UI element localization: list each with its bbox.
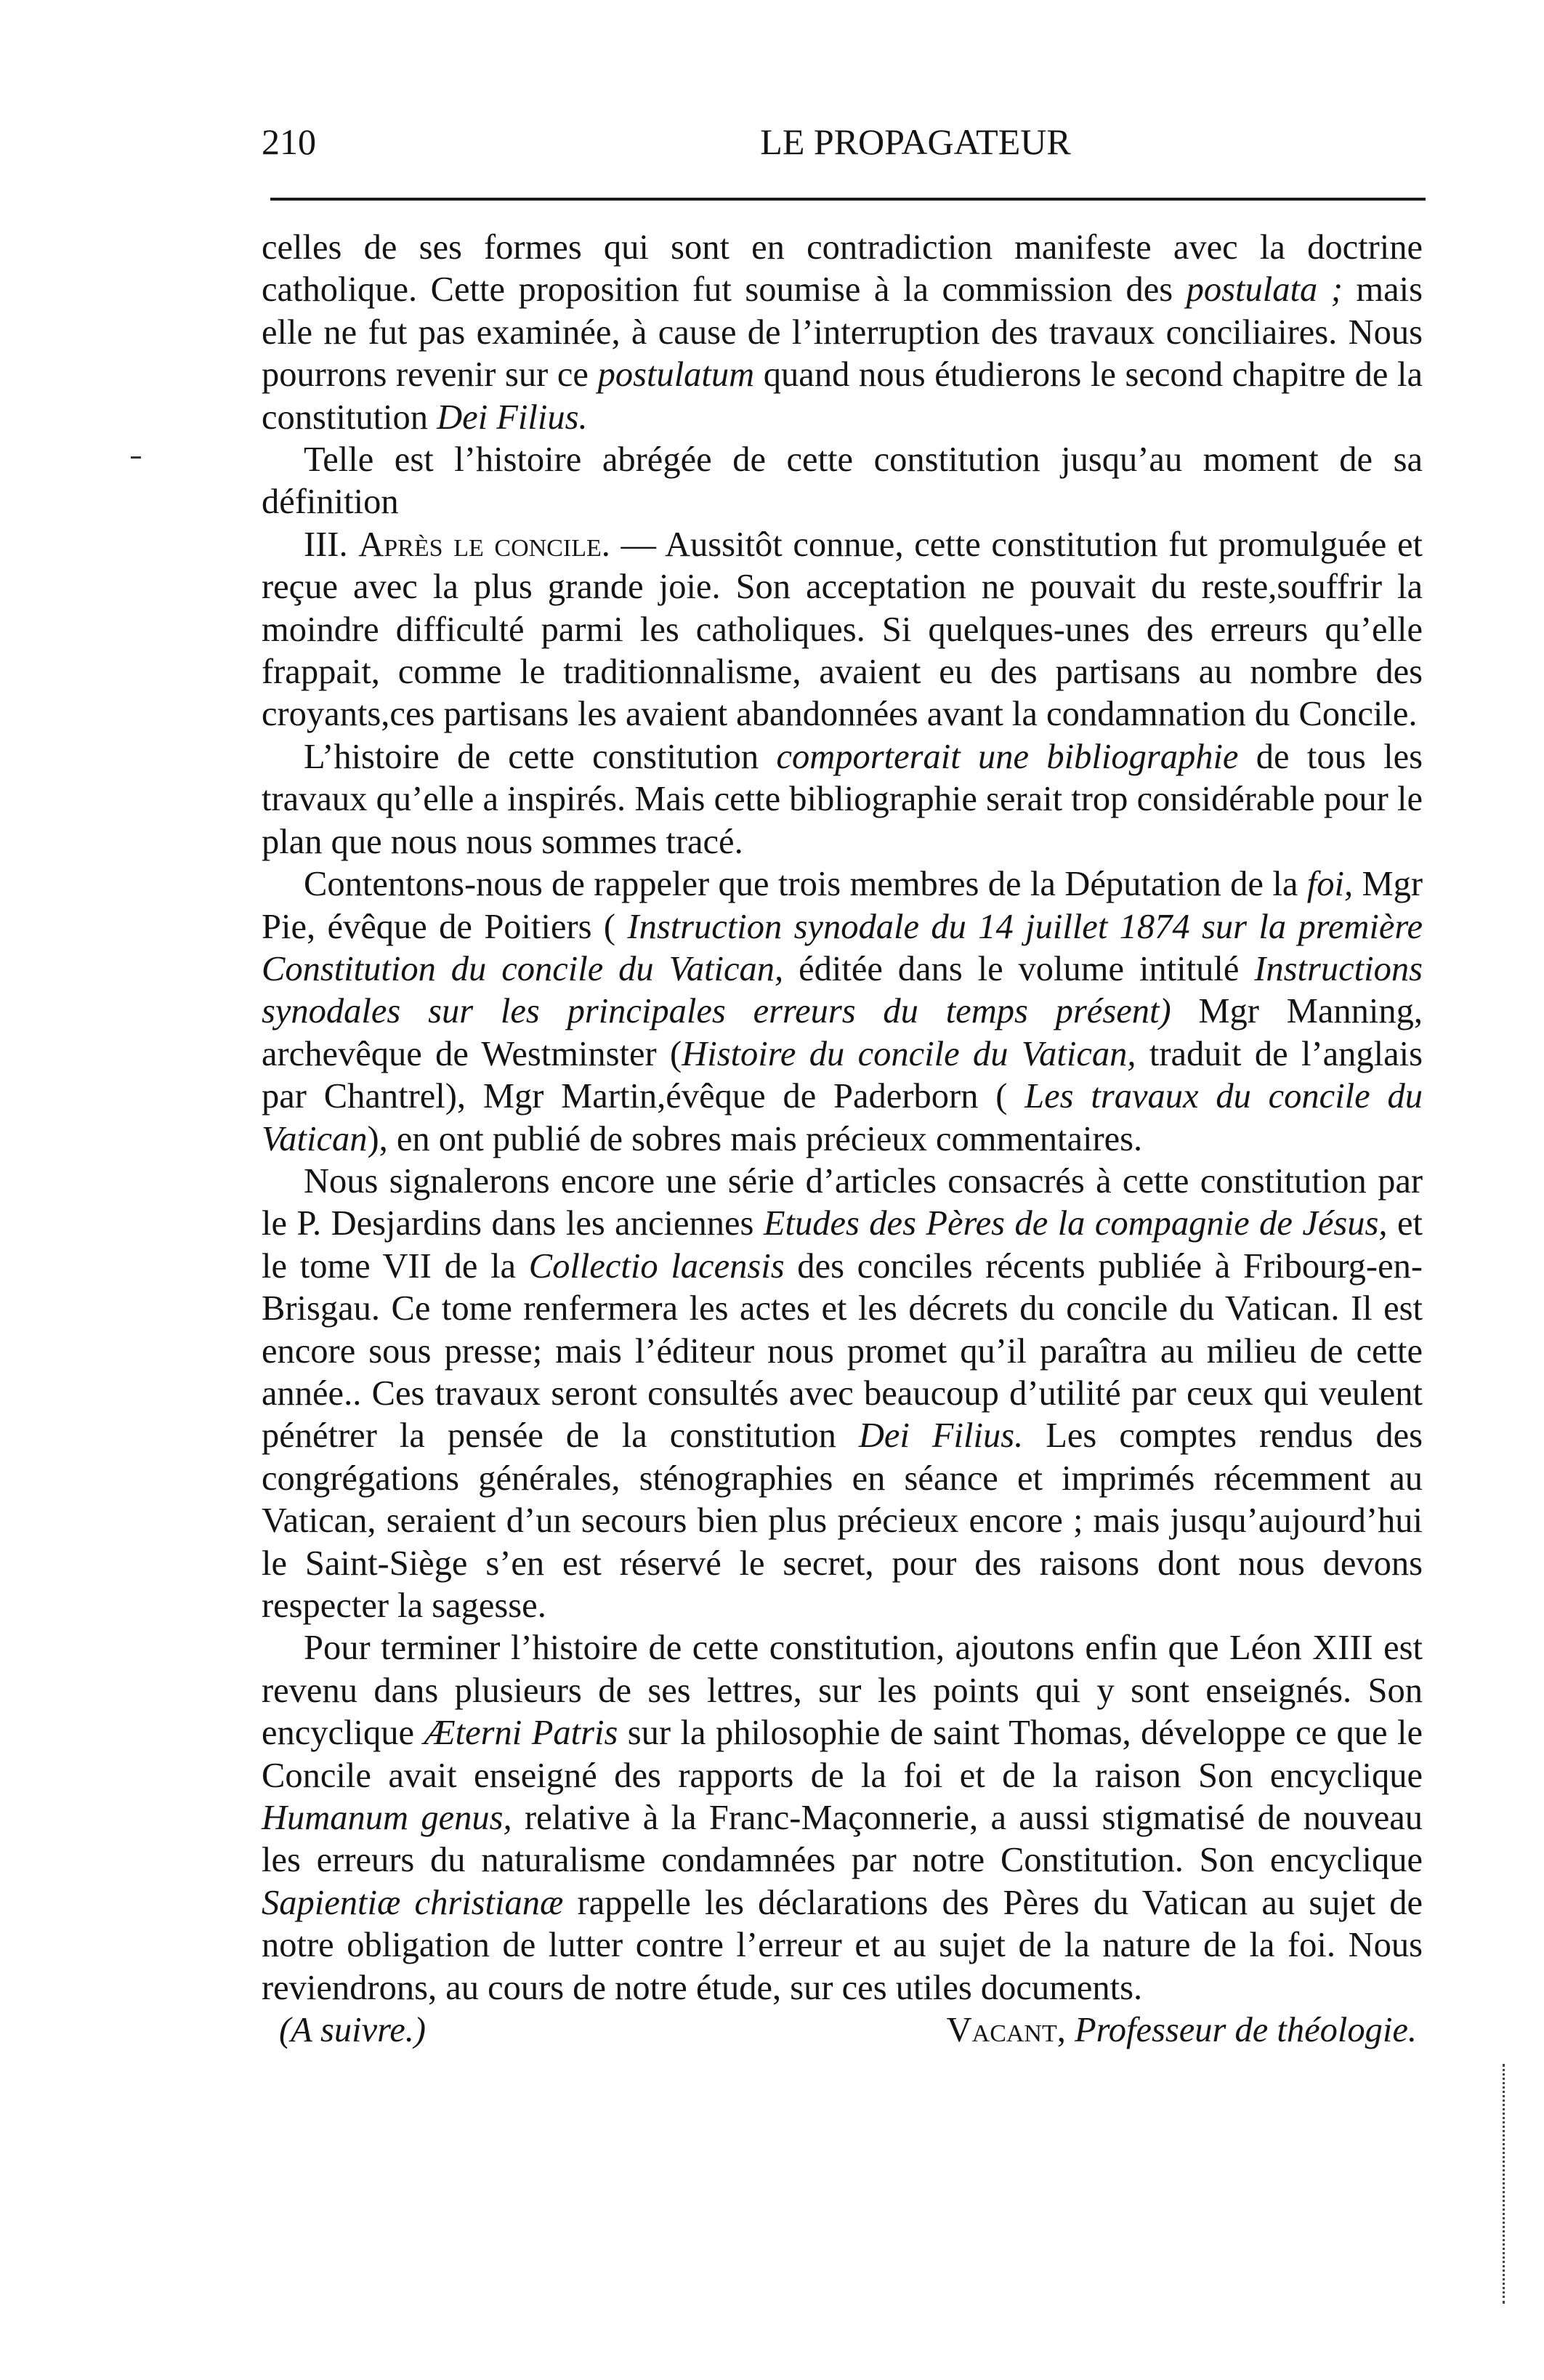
italic-run: postulata ;	[1186, 270, 1343, 310]
running-title: LE PROPAGATEUR	[760, 121, 1071, 162]
page-number: 210	[262, 121, 316, 162]
text-run: Pour terminer l’histoire de cette constitution, ajoutons enfin que Léon XIII est revenu dans plusieurs de ses lettres, sur les points qui y sont enseignés. Son encyclique	[262, 1629, 1423, 1753]
signoff-line	[262, 2009, 1423, 2052]
author-title: Professeur de théologie.	[1065, 2011, 1417, 2050]
paragraph-4	[262, 736, 1423, 863]
italic-run: Dei Filius.	[858, 1416, 1024, 1456]
text-run: et le tome VII de la	[262, 1204, 1423, 1286]
text-run: traduit de l’anglais par Chantrel), Mgr Martin,évêque de Paderborn (	[262, 1034, 1423, 1116]
text-run: mais elle ne fut pas examinée, à cause de l’interruption des travaux conciliaires. Nous pourrons revenir sur ce	[262, 270, 1423, 395]
text-run: Les comptes rendus des congrégations générales, sténographies en séance et imprimés récemment au Vatican, seraient d’un secours bien plus précieux encore ; mais jusqu’aujourd’hui le Saint-Siège s’en est réservé le secret, pour des raisons dont nous devons respecter la sagesse.	[262, 1416, 1423, 1625]
text-run: ), en ont publié de sobres mais précieux commentaires.	[367, 1119, 1143, 1158]
paragraph-7	[262, 1627, 1423, 2009]
article-body	[262, 227, 1423, 2052]
text-run: de tous les travaux qu’elle a inspirés. Mais cette bibliographie serait trop considérable pour le plan que nous nous sommes tracé.	[262, 737, 1423, 861]
italic-run: Humanum genus,	[262, 1799, 512, 1838]
text-run: Mgr Manning, archevêque de Westminster (	[262, 992, 1423, 1073]
page-header	[262, 115, 1423, 169]
italic-run: comporterait une bibliographie	[776, 737, 1239, 776]
italic-run: foi,	[1306, 865, 1354, 904]
edge-mark	[1503, 2064, 1505, 2304]
paragraph-2: Telle est l’histoire abrégée de cette constitution jusqu’au moment de sa définition	[262, 440, 1423, 522]
author-signature	[947, 2009, 1417, 2052]
italic-run: Etudes des Pères de la compagnie de Jésus,	[763, 1204, 1388, 1243]
italic-run: Æterni Patris	[424, 1714, 618, 1753]
italic-run: Les travaux du concile du Vatican	[262, 1077, 1423, 1158]
section-heading: Après le concile.	[358, 525, 610, 564]
italic-run: Instruction synodale du 14 juillet 1874 sur la première Constitution du concile du Vatican,	[262, 907, 1423, 988]
text-run: — Aussitôt connue, cette constitution fut promulguée et reçue avec la plus grande joie. Son acceptation ne pouvait du reste,souffrir la moindre difficulté parmi les catholiques. Si quelques-unes des erreurs qu’elle frappait, comme le traditionnalisme, avaient eu des partisans au nombre des croyants,ces partisans les avaient abandonnées avant la condamnation du Concile.	[262, 525, 1423, 734]
to-be-continued: (A suivre.)	[279, 2011, 427, 2050]
text-run: quand nous étudierons le second chapitre de la constitution	[262, 355, 1423, 437]
text-run: sur la philosophie de saint Thomas, développe ce que le Concile avait enseigné des rapports de la foi et de la raison Son encyclique	[262, 1714, 1423, 1795]
text-run: L’histoire de cette constitution	[304, 737, 777, 776]
header-rule	[270, 198, 1426, 201]
italic-run: Collectio lacensis	[528, 1246, 785, 1286]
author-name: Vacant,	[946, 2011, 1066, 2050]
text-run: Mgr Pie, évêque de Poitiers (	[262, 865, 1423, 946]
text-run: Contentons-nous de rappeler que trois membres de la Députation de la	[304, 865, 1307, 904]
text-run: éditée dans le volume intitulé	[783, 949, 1255, 988]
section-numeral: III.	[304, 525, 359, 564]
text-run: rappelle les déclarations des Pères du Vatican au sujet de notre obligation de lutter contre l’erreur et au sujet de la nature de la foi. Nous reviendrons, au cours de notre étude, sur ces utiles documents.	[262, 1883, 1423, 2007]
italic-run: Sapientiæ christianæ	[262, 1883, 564, 1922]
italic-run: postulatum	[597, 355, 755, 395]
italic-run: Histoire du concile du Vatican,	[682, 1034, 1136, 1073]
text-run: Nous signalerons encore une série d’articles consacrés à cette constitution par le P. Desjardins dans les anciennes	[262, 1161, 1423, 1243]
italic-run: Instructions synodales sur les principales erreurs du temps présent)	[262, 949, 1423, 1031]
text-run: relative à la Franc-Maçonnerie, a aussi stigmatisé de nouveau les erreurs du naturalisme condamnées par notre Constitution. Son encyclique	[262, 1799, 1423, 1880]
margin-mark	[131, 456, 141, 459]
text-run: des conciles récents publiée à Fribourg-en-Brisgau. Ce tome renfermera les actes et les décrets du concile du Vatican. Il est encore sous presse; mais l’éditeur nous promet qu’il paraîtra au milieu de cette année.. Ces travaux seront consultés avec beaucoup d’utilité par ceux qui veulent pénétrer la pensée de la constitution	[262, 1246, 1423, 1456]
paragraph-5	[262, 863, 1423, 1161]
text-run: celles de ses formes qui sont en contradiction manifeste avec la doctrine catholique. Cette proposition fut soumise à la commission des	[262, 228, 1423, 310]
paragraph-6	[262, 1161, 1423, 1627]
paragraph-1	[262, 227, 1423, 439]
paragraph-3	[262, 524, 1423, 736]
italic-run: Dei Filius.	[437, 398, 588, 437]
